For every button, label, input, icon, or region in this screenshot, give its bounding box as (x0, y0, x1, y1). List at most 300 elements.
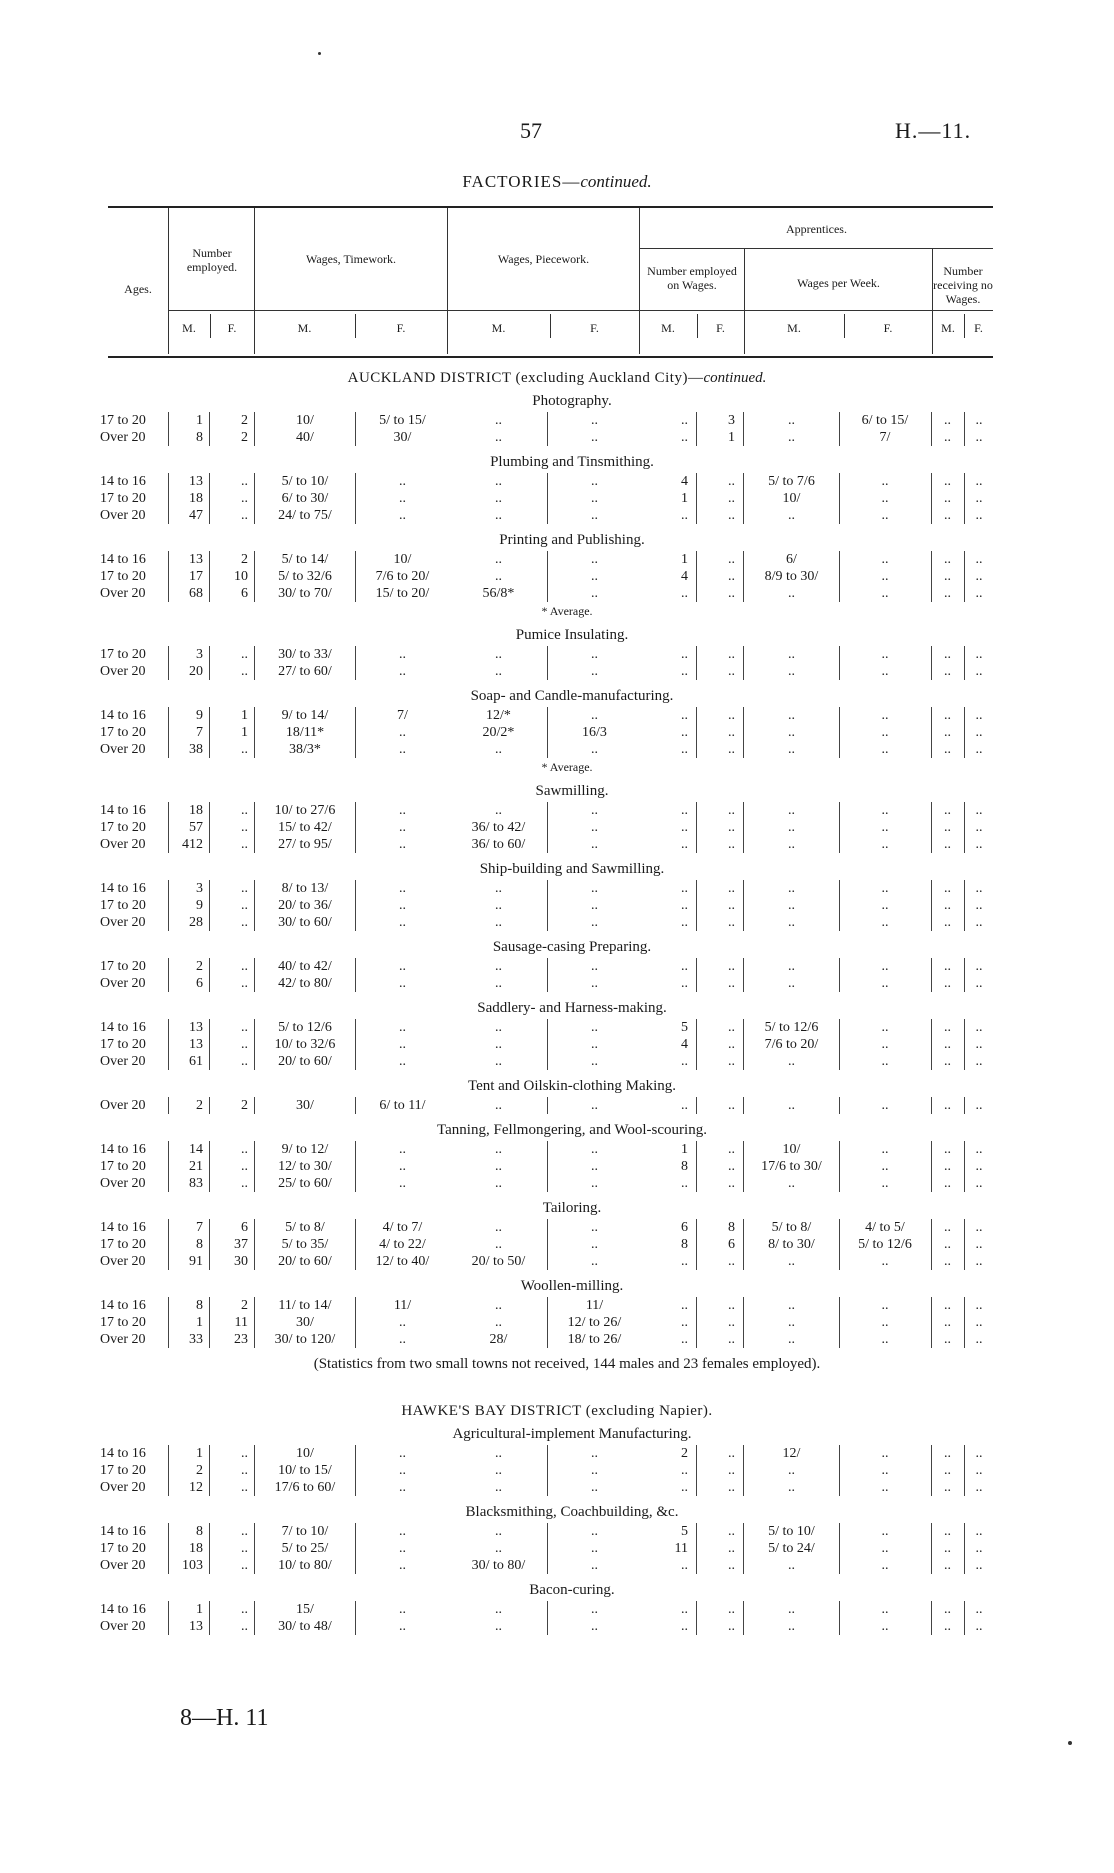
cell-apprentice-wages-f: .. (839, 836, 932, 853)
cell-number-m: 9 (168, 897, 210, 914)
cell-no-wages-f: .. (975, 491, 983, 506)
cell-number-m: 13 (168, 473, 210, 490)
cell-apprentice-number-m: 1 (642, 551, 697, 568)
cell-number-m: 13 (168, 551, 210, 568)
cell-timework-m: 18/11* (255, 724, 356, 741)
cell-apprentice-wages-m: .. (744, 958, 840, 975)
cell-apprentice-wages-m: .. (744, 1479, 840, 1496)
cell-apprentice-number-f: .. (697, 507, 744, 524)
cell-apprentice-wages-m: 12/ (744, 1445, 840, 1462)
trade-name: Sausage-casing Preparing. (492, 939, 652, 955)
cell-piecework-m: .. (450, 1158, 548, 1175)
table-row (0, 1219, 1114, 1236)
cell-number-m: 8 (168, 1236, 210, 1253)
cell-no-wages-f: .. (975, 803, 983, 818)
cell-piecework-m: .. (450, 551, 548, 568)
cell-timework-m: 10/ (255, 1445, 356, 1462)
cell-timework-m: 38/3* (255, 741, 356, 758)
cell-no-wages-m: .. (931, 707, 965, 724)
trade-section (0, 1426, 1114, 1496)
cell-no-wages-m: .. (931, 412, 965, 429)
cell-apprentice-number-m: .. (642, 1097, 697, 1114)
cell-apprentice-wages-m: .. (744, 1253, 840, 1270)
cell-piecework-f: .. (591, 1558, 598, 1573)
cell-apprentice-number-m: 1 (642, 490, 697, 507)
cell-apprentice-number-f: .. (697, 646, 744, 663)
speck-mark (318, 52, 321, 55)
cell-piecework-m: .. (450, 880, 548, 897)
cell-no-wages-m: .. (931, 1523, 965, 1540)
table-row (0, 1019, 1114, 1036)
cell-no-wages-f: .. (975, 725, 983, 740)
cell-timework-f: .. (399, 1315, 406, 1330)
cell-no-wages-f: .. (975, 742, 983, 757)
cell-timework-f: 30/ (393, 430, 412, 445)
cell-no-wages-m: .. (931, 490, 965, 507)
cell-number-m: 83 (168, 1175, 210, 1192)
cell-apprentice-number-m: .. (642, 724, 697, 741)
table-row (0, 836, 1114, 853)
cell-timework-m: 25/ to 60/ (255, 1175, 356, 1192)
district-title-text: HAWKE'S BAY DISTRICT (excluding Napier). (401, 1403, 713, 1419)
cell-no-wages-m: .. (931, 663, 965, 680)
cell-no-wages-m: .. (931, 429, 965, 446)
cell-apprentice-number-m: .. (642, 1462, 697, 1479)
header-ages: Ages. (124, 282, 152, 296)
header-m: M. (182, 321, 196, 335)
cell-piecework-f: 12/ to 26/ (567, 1315, 622, 1330)
cell-timework-m: 12/ to 30/ (255, 1158, 356, 1175)
table-row (0, 646, 1114, 663)
trade-footnote: * Average. (541, 760, 593, 774)
cell-number-m: 14 (168, 1141, 210, 1158)
cell-piecework-f: .. (591, 569, 598, 584)
table-row (0, 1601, 1114, 1618)
cell-no-wages-m: .. (931, 802, 965, 819)
cell-piecework-m: 30/ to 80/ (450, 1557, 548, 1574)
cell-timework-f: .. (399, 881, 406, 896)
cell-no-wages-f: .. (975, 1220, 983, 1235)
table-row (0, 1097, 1114, 1114)
district-title-text: AUCKLAND DISTRICT (excluding Auckland City)— (347, 370, 704, 386)
cell-no-wages-f: .. (975, 1315, 983, 1330)
cell-apprentice-wages-f: .. (839, 1557, 932, 1574)
cell-piecework-f: .. (591, 1237, 598, 1252)
cell-number-f: .. (210, 914, 255, 931)
cell-piecework-m: 36/ to 60/ (450, 836, 548, 853)
cell-timework-f: .. (399, 664, 406, 679)
cell-number-f: 2 (210, 1097, 255, 1114)
cell-apprentice-wages-m: .. (744, 1462, 840, 1479)
cell-piecework-m: .. (450, 1523, 548, 1540)
cell-piecework-m: .. (450, 958, 548, 975)
cell-apprentice-number-f: 6 (697, 1236, 744, 1253)
cell-piecework-f: .. (591, 430, 598, 445)
cell-apprentice-number-m: .. (642, 507, 697, 524)
cell-number-m: 7 (168, 724, 210, 741)
cell-age: 17 to 20 (100, 1236, 169, 1253)
cell-number-m: 18 (168, 490, 210, 507)
cell-age: Over 20 (100, 914, 169, 931)
cell-timework-f: .. (399, 915, 406, 930)
cell-age: 17 to 20 (100, 1314, 169, 1331)
cell-apprentice-wages-f: .. (839, 1479, 932, 1496)
cell-timework-f: .. (399, 898, 406, 913)
cell-timework-m: 27/ to 95/ (255, 836, 356, 853)
cell-timework-m: 5/ to 14/ (255, 551, 356, 568)
cell-age: 17 to 20 (100, 1036, 169, 1053)
trade-section (0, 393, 1114, 446)
cell-no-wages-f: .. (975, 1541, 983, 1556)
trade-section (0, 688, 1114, 775)
cell-number-f: .. (210, 1540, 255, 1557)
cell-apprentice-number-f: .. (697, 1314, 744, 1331)
cell-no-wages-m: .. (931, 741, 965, 758)
cell-number-m: 68 (168, 585, 210, 602)
cell-apprentice-wages-m: .. (744, 914, 840, 931)
cell-age: Over 20 (100, 507, 169, 524)
cell-piecework-m: .. (450, 663, 548, 680)
cell-no-wages-f: .. (975, 1524, 983, 1539)
cell-apprentice-wages-f: .. (839, 897, 932, 914)
cell-apprentice-wages-f: .. (839, 819, 932, 836)
cell-apprentice-number-m: .. (642, 663, 697, 680)
cell-no-wages-m: .. (931, 473, 965, 490)
cell-number-f: .. (210, 646, 255, 663)
cell-apprentice-wages-f: .. (839, 551, 932, 568)
cell-apprentice-wages-m: .. (744, 1053, 840, 1070)
cell-apprentice-wages-f: .. (839, 490, 932, 507)
cell-piecework-f: .. (591, 898, 598, 913)
cell-apprentice-wages-m: .. (744, 724, 840, 741)
cell-apprentice-number-m: .. (642, 914, 697, 931)
cell-apprentice-number-f: .. (697, 1331, 744, 1348)
cell-no-wages-f: .. (975, 413, 983, 428)
cell-apprentice-wages-m: 10/ (744, 490, 840, 507)
cell-age: Over 20 (100, 741, 169, 758)
cell-apprentice-number-f: .. (697, 914, 744, 931)
cell-timework-m: 30/ (255, 1097, 356, 1114)
cell-apprentice-wages-m: .. (744, 1601, 840, 1618)
cell-piecework-f: .. (591, 1463, 598, 1478)
cell-apprentice-wages-f: .. (839, 741, 932, 758)
trade-name: Sawmilling. (535, 783, 609, 799)
cell-apprentice-number-f: .. (697, 724, 744, 741)
cell-apprentice-wages-m: .. (744, 897, 840, 914)
cell-age: 14 to 16 (100, 1219, 169, 1236)
cell-apprentice-wages-f: .. (839, 1618, 932, 1635)
cell-piecework-f: .. (591, 1254, 598, 1269)
cell-apprentice-wages-f: .. (839, 1158, 932, 1175)
cell-apprentice-wages-m: 5/ to 10/ (744, 1523, 840, 1540)
cell-apprentice-wages-f: .. (839, 646, 932, 663)
cell-age: 14 to 16 (100, 1297, 169, 1314)
cell-apprentice-number-m: 8 (642, 1236, 697, 1253)
cell-apprentice-number-f: .. (697, 490, 744, 507)
cell-number-f: 10 (210, 568, 255, 585)
cell-apprentice-number-m: .. (642, 707, 697, 724)
cell-apprentice-wages-f: .. (839, 1314, 932, 1331)
cell-no-wages-f: .. (975, 1619, 983, 1634)
cell-age: Over 20 (100, 975, 169, 992)
header-f: F. (883, 321, 893, 335)
cell-apprentice-wages-f: .. (839, 1601, 932, 1618)
cell-piecework-m: .. (450, 1053, 548, 1070)
cell-apprentice-wages-f: 6/ to 15/ (839, 412, 932, 429)
trade-name: Printing and Publishing. (499, 532, 645, 548)
cell-number-m: 412 (168, 836, 210, 853)
trade-section (0, 1000, 1114, 1070)
cell-apprentice-number-f: .. (697, 1019, 744, 1036)
cell-timework-m: 9/ to 14/ (255, 707, 356, 724)
table-row (0, 1175, 1114, 1192)
cell-timework-m: 9/ to 12/ (255, 1141, 356, 1158)
cell-apprentice-number-f: .. (697, 1445, 744, 1462)
table-row (0, 473, 1114, 490)
table-row (0, 1158, 1114, 1175)
cell-no-wages-m: .. (931, 1053, 965, 1070)
cell-age: Over 20 (100, 585, 169, 602)
cell-apprentice-wages-f: .. (839, 1462, 932, 1479)
cell-piecework-m: .. (450, 897, 548, 914)
cell-no-wages-m: .. (931, 880, 965, 897)
cell-piecework-f: .. (591, 1619, 598, 1634)
cell-no-wages-m: .. (931, 975, 965, 992)
cell-apprentice-number-f: .. (697, 1158, 744, 1175)
cell-apprentice-wages-m: .. (744, 741, 840, 758)
table-row (0, 551, 1114, 568)
cell-piecework-f: .. (591, 976, 598, 991)
cell-no-wages-m: .. (931, 1158, 965, 1175)
cell-apprentice-wages-f: .. (839, 1019, 932, 1036)
trade-section (0, 939, 1114, 992)
cell-no-wages-m: .. (931, 914, 965, 931)
cell-timework-m: 5/ to 12/6 (255, 1019, 356, 1036)
cell-apprentice-number-m: .. (642, 802, 697, 819)
cell-timework-f: .. (399, 725, 406, 740)
cell-age: Over 20 (100, 1053, 169, 1070)
trade-name: Tanning, Fellmongering, and Wool-scouring. (437, 1122, 707, 1138)
cell-number-f: .. (210, 1523, 255, 1540)
cell-age: 14 to 16 (100, 1445, 169, 1462)
cell-number-m: 1 (168, 1601, 210, 1618)
cell-no-wages-f: .. (975, 508, 983, 523)
cell-no-wages-m: .. (931, 1479, 965, 1496)
cell-age: 17 to 20 (100, 646, 169, 663)
cell-apprentice-number-m: 1 (642, 1141, 697, 1158)
cell-apprentice-wages-f: .. (839, 568, 932, 585)
cell-piecework-m: .. (450, 568, 548, 585)
cell-timework-f: 15/ to 20/ (375, 586, 430, 601)
header-f: F. (974, 321, 983, 335)
header-wages-timework: Wages, Timework. (305, 252, 397, 266)
cell-number-f: .. (210, 819, 255, 836)
cell-apprentice-number-m: .. (642, 1331, 697, 1348)
cell-age: 17 to 20 (100, 897, 169, 914)
cell-timework-f: 12/ to 40/ (375, 1254, 430, 1269)
cell-apprentice-wages-m: 10/ (744, 1141, 840, 1158)
cell-timework-f: .. (399, 1480, 406, 1495)
cell-piecework-f: 18/ to 26/ (567, 1332, 622, 1347)
cell-number-f: .. (210, 1557, 255, 1574)
cell-apprentice-wages-m: 5/ to 24/ (744, 1540, 840, 1557)
header-apprentices-no-wages: Number receiving no Wages. (933, 264, 993, 306)
cell-apprentice-wages-m: .. (744, 836, 840, 853)
cell-timework-f: .. (399, 1142, 406, 1157)
cell-apprentice-wages-m: .. (744, 1618, 840, 1635)
cell-age: 14 to 16 (100, 551, 169, 568)
cell-no-wages-m: .. (931, 1097, 965, 1114)
trade-name: Soap- and Candle-manufacturing. (470, 688, 674, 704)
cell-piecework-m: .. (450, 1297, 548, 1314)
cell-age: Over 20 (100, 1618, 169, 1635)
cell-apprentice-number-f: .. (697, 741, 744, 758)
cell-number-m: 18 (168, 802, 210, 819)
cell-no-wages-f: .. (975, 1558, 983, 1573)
cell-apprentice-wages-f: .. (839, 1523, 932, 1540)
footer-signature: 8—H. 11 (180, 1705, 269, 1731)
cell-apprentice-wages-f: 7/ (839, 429, 932, 446)
cell-apprentice-number-f: .. (697, 1297, 744, 1314)
cell-apprentice-number-m: 8 (642, 1158, 697, 1175)
cell-apprentice-number-f: .. (697, 1462, 744, 1479)
cell-number-m: 3 (168, 646, 210, 663)
cell-no-wages-m: .. (931, 568, 965, 585)
cell-number-f: .. (210, 1445, 255, 1462)
page-title (0, 172, 1114, 192)
table-row (0, 1331, 1114, 1348)
cell-timework-f: .. (399, 1558, 406, 1573)
cell-apprentice-number-m: .. (642, 646, 697, 663)
cell-piecework-m: .. (450, 1036, 548, 1053)
cell-number-f: .. (210, 1158, 255, 1175)
cell-no-wages-m: .. (931, 1462, 965, 1479)
cell-apprentice-wages-m: .. (744, 429, 840, 446)
trade-section (0, 1582, 1114, 1635)
header-wages-piecework: Wages, Piecework. (497, 252, 590, 266)
cell-age: 17 to 20 (100, 819, 169, 836)
cell-piecework-f: .. (591, 742, 598, 757)
cell-age: Over 20 (100, 429, 169, 446)
cell-timework-m: 10/ to 27/6 (255, 802, 356, 819)
cell-timework-f: .. (399, 1524, 406, 1539)
cell-apprentice-wages-m: 5/ to 8/ (744, 1219, 840, 1236)
cell-no-wages-f: .. (975, 1332, 983, 1347)
cell-number-m: 61 (168, 1053, 210, 1070)
cell-timework-f: .. (399, 1541, 406, 1556)
cell-number-m: 9 (168, 707, 210, 724)
cell-apprentice-wages-f: .. (839, 707, 932, 724)
trade-name: Tailoring. (542, 1200, 602, 1216)
cell-number-m: 13 (168, 1036, 210, 1053)
cell-age: Over 20 (100, 1097, 169, 1114)
cell-no-wages-f: .. (975, 1446, 983, 1461)
cell-number-m: 13 (168, 1019, 210, 1036)
table-row (0, 1618, 1114, 1635)
cell-no-wages-m: .. (931, 646, 965, 663)
cell-piecework-m: .. (450, 429, 548, 446)
cell-apprentice-number-f: .. (697, 819, 744, 836)
cell-no-wages-m: .. (931, 1253, 965, 1270)
cell-no-wages-f: .. (975, 586, 983, 601)
cell-timework-m: 30/ (255, 1314, 356, 1331)
cell-no-wages-m: .. (931, 1557, 965, 1574)
cell-no-wages-m: .. (931, 1236, 965, 1253)
header-f: F. (227, 321, 237, 335)
table-header (108, 206, 993, 358)
cell-apprentice-wages-f: .. (839, 802, 932, 819)
cell-apprentice-number-f: .. (697, 958, 744, 975)
trade-name: Bacon-curing. (529, 1582, 615, 1598)
cell-apprentice-number-m: .. (642, 1479, 697, 1496)
cell-piecework-m: .. (450, 412, 548, 429)
cell-no-wages-f: .. (975, 474, 983, 489)
cell-piecework-m: .. (450, 646, 548, 663)
cell-piecework-f: .. (591, 1037, 598, 1052)
cell-timework-f: .. (399, 474, 406, 489)
cell-apprentice-number-m: .. (642, 1618, 697, 1635)
cell-timework-m: 20/ to 60/ (255, 1253, 356, 1270)
cell-number-m: 1 (168, 412, 210, 429)
cell-no-wages-m: .. (931, 1036, 965, 1053)
cell-timework-f: 5/ to 15/ (379, 413, 426, 428)
cell-number-f: .. (210, 1019, 255, 1036)
cell-apprentice-wages-m: .. (744, 1097, 840, 1114)
cell-number-m: 8 (168, 1297, 210, 1314)
cell-number-f: 23 (210, 1331, 255, 1348)
header-m: M. (941, 321, 955, 335)
cell-timework-f: .. (399, 1020, 406, 1035)
cell-piecework-f: .. (591, 1098, 598, 1113)
table-row (0, 585, 1114, 602)
cell-number-f: .. (210, 1141, 255, 1158)
cell-timework-m: 5/ to 35/ (255, 1236, 356, 1253)
cell-age: 14 to 16 (100, 1523, 169, 1540)
cell-age: 14 to 16 (100, 473, 169, 490)
cell-apprentice-number-f: .. (697, 802, 744, 819)
cell-number-m: 6 (168, 975, 210, 992)
cell-no-wages-f: .. (975, 430, 983, 445)
table-row (0, 507, 1114, 524)
cell-apprentice-number-f: .. (697, 585, 744, 602)
cell-apprentice-number-m: .. (642, 741, 697, 758)
cell-no-wages-f: .. (975, 664, 983, 679)
cell-number-m: 1 (168, 1314, 210, 1331)
cell-number-f: 2 (210, 429, 255, 446)
cell-apprentice-wages-f: .. (839, 1175, 932, 1192)
cell-timework-m: 15/ to 42/ (255, 819, 356, 836)
cell-piecework-m: 56/8* (450, 585, 548, 602)
cell-timework-f: 4/ to 7/ (382, 1220, 423, 1235)
cell-apprentice-wages-f: .. (839, 1141, 932, 1158)
cell-piecework-f: 11/ (585, 1298, 604, 1313)
cell-number-f: .. (210, 1601, 255, 1618)
cell-timework-m: 17/6 to 60/ (255, 1479, 356, 1496)
cell-timework-m: 10/ (255, 412, 356, 429)
cell-no-wages-m: .. (931, 585, 965, 602)
cell-number-f: .. (210, 741, 255, 758)
header-m: M. (491, 321, 506, 335)
cell-piecework-m: .. (450, 802, 548, 819)
table-row (0, 1253, 1114, 1270)
cell-piecework-f: .. (591, 1142, 598, 1157)
cell-piecework-f: .. (591, 915, 598, 930)
cell-timework-m: 10/ to 15/ (255, 1462, 356, 1479)
cell-no-wages-f: .. (975, 820, 983, 835)
cell-no-wages-m: .. (931, 1297, 965, 1314)
cell-piecework-m: 20/ to 50/ (450, 1253, 548, 1270)
cell-timework-f: 11/ (393, 1298, 412, 1313)
